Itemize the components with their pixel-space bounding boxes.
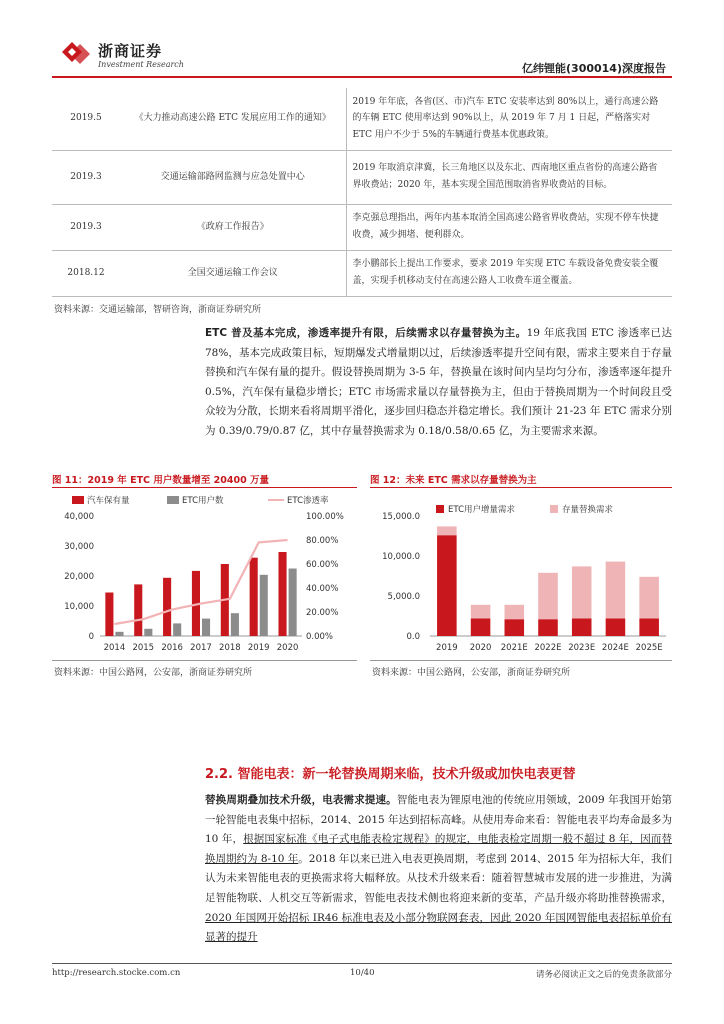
legend-label: 存量替换需求 bbox=[562, 505, 614, 515]
logo-text: 浙商证券 bbox=[98, 42, 163, 60]
bar-etc-users bbox=[289, 569, 297, 637]
fig11-source: 资料来源：中国公路网，公安部，浙商证券研究所 bbox=[54, 668, 253, 678]
x-tick-label: 2020 bbox=[276, 643, 299, 653]
bar-car-ownership bbox=[134, 584, 142, 636]
legend-label: ETC用户数 bbox=[182, 496, 224, 506]
x-tick-label: 2017 bbox=[190, 643, 212, 653]
y-tick-label: 10,000 bbox=[64, 602, 94, 612]
table-row bbox=[52, 150, 672, 204]
etc-paragraph bbox=[205, 324, 672, 442]
x-tick-label: 2022E bbox=[534, 643, 562, 653]
legend-label: 汽车保有量 bbox=[87, 496, 130, 506]
x-tick-label: 2018 bbox=[219, 643, 241, 653]
y2-tick-label: 0.00% bbox=[306, 632, 334, 642]
bar-replacement-demand bbox=[606, 562, 626, 619]
x-tick-label: 2021E bbox=[500, 643, 528, 653]
fig12-source: 资料来源：中国公路网，公安部，浙商证券研究所 bbox=[372, 668, 571, 678]
bar-replacement-demand bbox=[538, 573, 558, 619]
table-row bbox=[52, 250, 672, 296]
bar-etc-users bbox=[260, 575, 268, 636]
row-date: 2019.5 bbox=[52, 88, 120, 150]
bar-car-ownership bbox=[278, 552, 286, 636]
bar-incremental-demand bbox=[538, 619, 558, 636]
fig12-caption-line bbox=[370, 487, 672, 488]
x-tick-label: 2019 bbox=[247, 643, 270, 653]
bar-car-ownership bbox=[250, 558, 258, 636]
row-content: 李小鹏部长上提出工作要求，要求 2019 年实现 ETC 车载设备免费安装全覆盖，实现手机移动支付在高速公路人工收费车道全覆盖。 bbox=[346, 250, 672, 296]
x-tick-label: 2014 bbox=[103, 643, 126, 653]
row-document: 交通运输部路网监测与应急处置中心 bbox=[120, 150, 346, 204]
y-tick-label: 5,000.0 bbox=[387, 592, 420, 602]
bar-replacement-demand bbox=[505, 605, 525, 619]
row-content: 李克强总理指出，两年内基本取消全国高速公路省界收费站，实现不停车快捷收费，减少拥堵、便利群众。 bbox=[346, 204, 672, 250]
policy-table bbox=[52, 88, 672, 297]
bar-etc-users bbox=[173, 623, 181, 636]
logo-icon bbox=[58, 38, 92, 68]
footer-divider bbox=[52, 963, 672, 964]
bar-replacement-demand bbox=[437, 526, 457, 535]
x-tick-label: 2016 bbox=[161, 643, 183, 653]
row-document: 《大力推动高速公路 ETC 发展应用工作的通知》 bbox=[120, 88, 346, 150]
row-document: 全国交通运输工作会议 bbox=[120, 250, 346, 296]
logo-subtitle: Investment Research bbox=[98, 60, 184, 69]
footer-url: http://research.stocke.com.cn bbox=[52, 968, 181, 978]
bar-incremental-demand bbox=[606, 618, 626, 636]
paragraph-body: 19 年底我国 ETC 渗透率已达 78%，基本完成政策目标，短期爆发式增量期以过，后续渗透率提升空间有限，需求主要来自于存量替换和汽车保有量的提升。假设替换周期为 3-5 年，替换量在该时间内呈均匀分布，渗透率逐年提升 0.5%，汽车保有量稳步增长；ETC 市场需求量以存量替换为主，但由于替换周期为一个时间段且受众较为分散，长期来看将周期平滑化，逐步回归稳态并稳定增长。我们预计 21-23 年 ETC 需求分别为 0.39/0.79/0.87 亿，其中存量替换需求为 0.18/0.58/0.65 亿，为主要需求来源。 bbox=[205, 327, 672, 437]
fig12-bottom-line bbox=[370, 660, 672, 661]
legend-label: ETC渗透率 bbox=[287, 496, 329, 506]
y2-tick-label: 40.00% bbox=[306, 584, 339, 594]
y2-tick-label: 80.00% bbox=[306, 536, 339, 546]
row-document: 《政府工作报告》 bbox=[120, 204, 346, 250]
header-divider bbox=[52, 76, 672, 78]
y-tick-label: 20,000 bbox=[64, 572, 94, 582]
x-tick-label: 2015 bbox=[132, 643, 155, 653]
fig12-chart bbox=[370, 490, 672, 660]
bar-replacement-demand bbox=[639, 577, 659, 619]
y-tick-label: 15,000.0 bbox=[382, 512, 420, 522]
bar-incremental-demand bbox=[505, 619, 525, 636]
paragraph-lead: ETC 普及基本完成，渗透率提升有限，后续需求以存量替换为主。 bbox=[205, 327, 527, 339]
y2-tick-label: 20.00% bbox=[306, 608, 339, 618]
paragraph-lead: 替换周期叠加技术升级，电表需求提速。 bbox=[205, 794, 397, 806]
paragraph-body: 。2018 年以来已进入电表更换周期，考虑到 2014、2015 年为招标大年，我们认为未来智能电表的更换需求将大幅释放。从技术升级来看：随着智慧城市发展的进一步推进，为满足智能物联、人机交互等新需求，智能电表技术侧也将迎来新的变革，产品升级亦将助推替换需求， bbox=[205, 852, 672, 904]
fig11-chart bbox=[52, 490, 357, 660]
row-content: 2019 年取消京津冀，长三角地区以及东北、西南地区重点省份的高速公路省界收费站；2020 年，基本实现全国范围取消省界收费站的目标。 bbox=[346, 150, 672, 204]
bar-etc-users bbox=[202, 619, 210, 636]
row-content: 2019 年年底，各省(区、市)汽车 ETC 安装率达到 80%以上，通行高速公路的车辆 ETC 使用率达到 90%以上，从 2019 年 7 月 1 日起，严格落实对 ETC 用户不少于 5%的车辆通行费基本优惠政策。 bbox=[346, 88, 672, 150]
legend-swatch bbox=[550, 505, 558, 513]
bar-etc-users bbox=[144, 629, 152, 636]
y-tick-label: 0 bbox=[88, 632, 94, 642]
legend-swatch bbox=[72, 496, 84, 504]
bar-car-ownership bbox=[105, 593, 113, 637]
row-date: 2019.3 bbox=[52, 150, 120, 204]
underlined-text: 根据国家标准《电子式电能表检定规程》的规定，电能表检定周期一般不超过 8 年，因而替换周期约为 8-10 年 bbox=[205, 833, 672, 865]
fig11-bottom-line bbox=[52, 660, 357, 661]
bar-incremental-demand bbox=[639, 618, 659, 636]
bar-incremental-demand bbox=[471, 618, 491, 636]
fig11-caption-line bbox=[52, 487, 357, 488]
y-tick-label: 40,000 bbox=[64, 512, 94, 522]
legend-swatch bbox=[436, 505, 444, 513]
y-tick-label: 0.0 bbox=[406, 632, 420, 642]
legend-swatch bbox=[167, 496, 179, 504]
page-number: 10/40 bbox=[350, 968, 375, 978]
x-tick-label: 2025E bbox=[635, 643, 663, 653]
y-tick-label: 10,000.0 bbox=[382, 552, 420, 562]
x-tick-label: 2019 bbox=[436, 643, 458, 653]
x-tick-label: 2023E bbox=[568, 643, 596, 653]
meter-paragraph bbox=[205, 791, 672, 948]
bar-replacement-demand bbox=[572, 566, 592, 618]
report-title: 亿纬锂能(300014)深度报告 bbox=[522, 62, 666, 75]
row-date: 2018.12 bbox=[52, 250, 120, 296]
footer-disclaimer: 请务必阅读正文之后的免责条款部分 bbox=[535, 970, 672, 980]
table-source: 资料来源：交通运输部，智研咨询，浙商证券研究所 bbox=[54, 305, 262, 315]
paragraph-body: 智能电表为锂原电池的传统应用领域，2009 年我国开始第一轮智能电表集中招标，2014、2015 年达到招标高峰。从使用寿命来看：智能电表平均寿命最多为 10 年， bbox=[205, 794, 672, 846]
section-title: 2.2. 智能电表：新一轮替换周期来临，技术升级或加快电表更替 bbox=[205, 767, 576, 782]
bar-replacement-demand bbox=[471, 605, 491, 619]
x-tick-label: 2020 bbox=[469, 643, 492, 653]
bar-incremental-demand bbox=[437, 535, 457, 636]
table-row bbox=[52, 204, 672, 250]
legend-label: ETC用户增量需求 bbox=[448, 505, 516, 515]
x-tick-label: 2024E bbox=[601, 643, 629, 653]
y2-tick-label: 60.00% bbox=[306, 560, 339, 570]
fig12-caption: 图 12：未来 ETC 需求以存量替换为主 bbox=[370, 475, 537, 486]
table-row bbox=[52, 88, 672, 150]
fig11-caption: 图 11：2019 年 ETC 用户数量增至 20400 万量 bbox=[52, 475, 269, 486]
y2-tick-label: 100.00% bbox=[306, 512, 344, 522]
bar-etc-users bbox=[115, 632, 123, 636]
bar-incremental-demand bbox=[572, 618, 592, 636]
bar-car-ownership bbox=[163, 578, 171, 636]
row-date: 2019.3 bbox=[52, 204, 120, 250]
underlined-text: 2020 年国网开始招标 IR46 标准电表及小部分物联网套表，因此 2020 年国网智能电表招标单价有显著的提升 bbox=[205, 911, 672, 944]
bar-etc-users bbox=[231, 613, 239, 636]
y-tick-label: 30,000 bbox=[64, 542, 94, 552]
